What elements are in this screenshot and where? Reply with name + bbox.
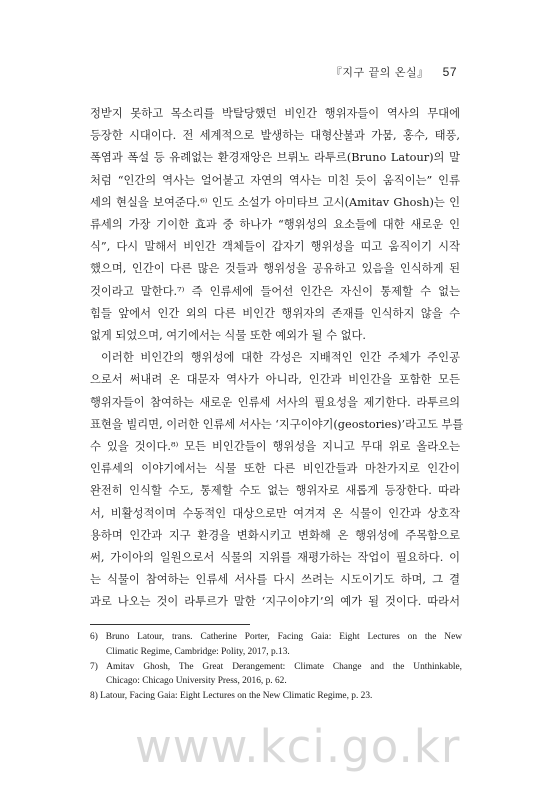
body-line: 수 있을 것이다.⁸⁾ 모든 비인간들이 행위성을 지니고 무대 위로 올라오는	[90, 440, 460, 454]
body-line: 폭염과 폭설 등 유례없는 환경재앙은 브뤼노 라투르(Bruno Latour)의 말	[90, 151, 460, 165]
body-line: 했으며, 인간이 다른 많은 것들과 행위성을 공유하고 있음을 인식하게 된	[90, 262, 460, 276]
body-line: 는 식물이 참여하는 인류세 서사를 다시 쓰려는 시도이기도 하며, 그 결	[90, 573, 460, 587]
page-number: 57	[442, 65, 457, 79]
footnote-7-cont: Chicago: Chicago University Press, 2016, p. 62.	[106, 676, 287, 687]
footnote-number: 6)	[90, 632, 98, 642]
footnote-text: Bruno Latour, trans. Catherine Porter, Facing Gaia: Eight Lectures on the New	[105, 632, 463, 642]
body-line: 것이라고 말한다.⁷⁾ 즉 인류세에 들어선 인간은 자신이 통제할 수 없는	[90, 284, 460, 298]
footnote-6	[90, 630, 462, 645]
body-line: 이러한 비인간의 행위성에 대한 각성은 지배적인 인간 주체가 주인공	[101, 351, 460, 365]
body-line: 과로 나오는 것이 라투르가 말한 ‘지구이야기’의 예가 될 것이다. 따라서	[90, 595, 460, 609]
body-line: 써, 가이아의 일원으로서 식물의 지위를 재평가하는 작업이 필요하다. 이	[90, 551, 460, 565]
body-line: 정받지 못하고 목소리를 박탈당했던 비인간 행위자들이 역사의 무대에	[90, 107, 460, 120]
footnote-text: Latour, Facing Gaia: Eight Lectures on the New Climatic Regime, p. 23.	[100, 691, 373, 702]
body-line: 없게 되었으며, 여기에서는 식물 또한 예외가 될 수 없다.	[90, 329, 366, 343]
body-line: 처럼 “인간의 역사는 얼어붙고 자연의 역사는 미친 듯이 움직이는” 인류	[90, 173, 460, 187]
footnote-7	[90, 660, 462, 675]
body-line: 용하며 인간과 지구 환경을 변화시키고 변화해 온 행위성에 주목함으로	[90, 528, 460, 542]
body-line: 으로서 써내려 온 대문자 역사가 아니라, 인간과 비인간을 포함한 모든	[90, 373, 460, 387]
body-line: 표현을 빌리면, 이러한 인류세 서사는 ‘지구이야기(geostories)’라고도 부를	[90, 417, 464, 431]
footnote-number: 7)	[90, 661, 98, 672]
footnotes	[90, 630, 462, 704]
body-line: 류세의 가장 기이한 효과 중 하나가 “행위성의 요소들에 대한 새로운 인	[90, 218, 460, 232]
body-text	[90, 103, 464, 614]
footnote-6-cont: Climatic Regime, Cambridge: Polity, 2017, p.13.	[106, 646, 290, 657]
footnote-divider	[90, 624, 250, 625]
footnote-8	[90, 689, 462, 704]
body-line: 세의 현실을 보여준다.⁶⁾ 인도 소설가 아미타브 고시(Amitav Ghosh)는 인	[90, 195, 460, 209]
running-header	[331, 64, 457, 80]
body-line: 완전히 인식할 수도, 통제할 수도 없는 행위자로 새롭게 등장한다. 따라	[90, 484, 460, 498]
body-line: 인류세의 이야기에서는 식물 또한 다른 비인간들과 마찬가지로 인간이	[90, 462, 460, 476]
body-line: 식”, 다시 말해서 비인간 객체들이 갑자기 행위성을 띠고 움직이기 시작	[90, 240, 460, 254]
footnote-number: 8)	[90, 691, 98, 702]
body-line: 등장한 시대이다. 전 세계적으로 발생하는 대형산불과 가뭄, 홍수, 태풍,	[90, 129, 460, 143]
body-line: 행위자들이 참여하는 새로운 인류세 서사의 필요성을 제기한다. 라투르의	[90, 395, 460, 409]
body-line: 힘들 앞에서 인간 외의 다른 비인간 행위자의 존재를 인식하지 않을 수	[90, 306, 460, 320]
watermark: www.kci.go.kr	[135, 720, 461, 773]
body-line: 서, 비활성적이며 수동적인 대상으로만 여겨져 온 식물이 인간과 상호작	[90, 506, 460, 520]
footnote-text: Amitav Ghosh, The Great Derangement: Climate Change and the Unthinkable,	[106, 661, 462, 672]
running-header-title: 『지구 끝의 온실』	[330, 66, 429, 79]
